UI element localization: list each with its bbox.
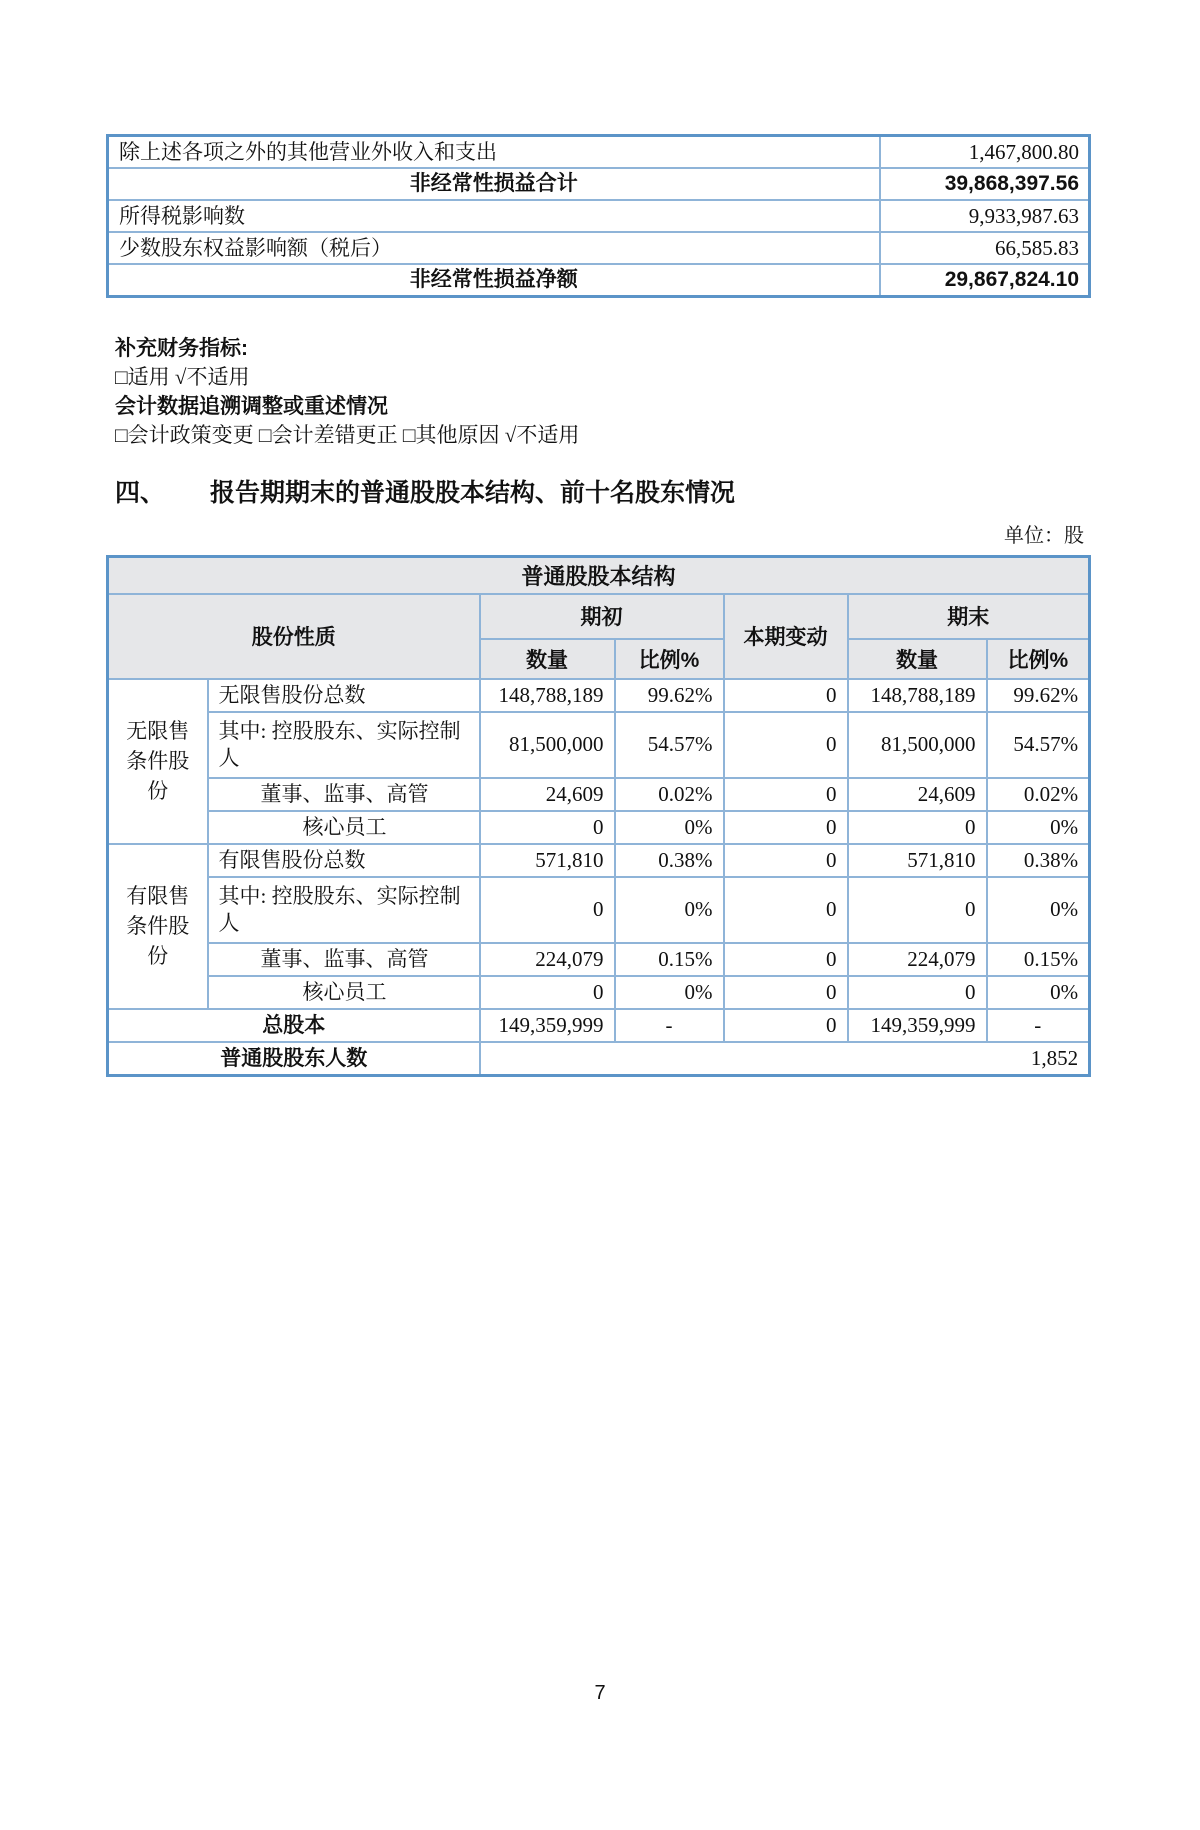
header-period-end: 期末 — [848, 594, 1090, 639]
table-row — [108, 943, 1090, 976]
cell-change: 0 — [724, 679, 848, 712]
row-value: 9,933,987.63 — [880, 200, 1090, 232]
section-number: 四、 — [115, 479, 166, 507]
row-value: 1,467,800.80 — [880, 136, 1090, 169]
cell-category: 其中: 控股股东、实际控制人 — [208, 712, 480, 778]
cell-quantity-end: 148,788,189 — [848, 679, 987, 712]
cell-quantity-begin: 0 — [480, 877, 615, 943]
cell-ratio-end: 99.62% — [987, 679, 1090, 712]
cell-change: 0 — [724, 778, 848, 811]
share-capital-structure-table — [106, 555, 1091, 1077]
cell-quantity-begin: 149,359,999 — [480, 1009, 615, 1042]
table-row — [108, 232, 1090, 264]
table-row — [108, 200, 1090, 232]
cell-category: 董事、监事、高管 — [208, 943, 480, 976]
table-row — [108, 679, 1090, 712]
cell-quantity-begin: 24,609 — [480, 778, 615, 811]
group-label-unrestricted: 无限售条件股份 — [108, 679, 208, 844]
table-row-holders — [108, 1042, 1090, 1076]
cell-ratio-end: 54.57% — [987, 712, 1090, 778]
restatement-title: 会计数据追溯调整或重述情况 — [115, 395, 388, 418]
header-row-groups — [108, 594, 1090, 639]
row-label: 所得税影响数 — [108, 200, 880, 232]
cell-quantity-end: 24,609 — [848, 778, 987, 811]
table-row — [108, 844, 1090, 877]
total-share-capital-label: 总股本 — [108, 1009, 480, 1042]
cell-ratio-end: 0% — [987, 877, 1090, 943]
cell-ratio-begin: 0% — [615, 811, 724, 844]
section-heading — [115, 477, 1088, 510]
cell-ratio-end: 0.02% — [987, 778, 1090, 811]
cell-change: 0 — [724, 844, 848, 877]
cell-quantity-begin: 0 — [480, 811, 615, 844]
cell-quantity-end: 571,810 — [848, 844, 987, 877]
table-row — [108, 136, 1090, 169]
cell-quantity-begin: 0 — [480, 976, 615, 1009]
cell-ratio-begin: 0.02% — [615, 778, 724, 811]
cell-ratio-end: 0% — [987, 976, 1090, 1009]
cell-quantity-end: 81,500,000 — [848, 712, 987, 778]
table-row — [108, 877, 1090, 943]
cell-ratio-begin: - — [615, 1009, 724, 1042]
cell-ratio-begin: 0% — [615, 976, 724, 1009]
nonrecurring-items-table — [106, 134, 1091, 298]
table-row — [108, 811, 1090, 844]
cell-ratio-begin: 0.15% — [615, 943, 724, 976]
cell-category: 其中: 控股股东、实际控制人 — [208, 877, 480, 943]
page-number: 7 — [594, 1682, 606, 1704]
cell-ratio-begin: 0.38% — [615, 844, 724, 877]
row-value: 29,867,824.10 — [880, 264, 1090, 297]
row-label: 少数股东权益影响额（税后） — [108, 232, 880, 264]
cell-ratio-end: 0.38% — [987, 844, 1090, 877]
table-row-total — [108, 1009, 1090, 1042]
cell-change: 0 — [724, 976, 848, 1009]
cell-change: 0 — [724, 811, 848, 844]
cell-change: 0 — [724, 943, 848, 976]
section-title: 报告期期末的普通股股本结构、前十名股东情况 — [210, 479, 736, 507]
cell-quantity-begin: 148,788,189 — [480, 679, 615, 712]
cell-category: 无限售股份总数 — [208, 679, 480, 712]
header-quantity-begin: 数量 — [480, 639, 615, 679]
table-row — [108, 264, 1090, 297]
group-label-restricted: 有限售条件股份 — [108, 844, 208, 1009]
row-value: 39,868,397.56 — [880, 168, 1090, 200]
cell-change: 0 — [724, 712, 848, 778]
header-period-change: 本期变动 — [724, 594, 848, 679]
shareholder-count-label: 普通股股东人数 — [108, 1042, 480, 1076]
header-period-begin: 期初 — [480, 594, 724, 639]
table-title: 普通股股本结构 — [108, 557, 1090, 594]
header-quantity-end: 数量 — [848, 639, 987, 679]
header-ratio-end: 比例% — [987, 639, 1090, 679]
row-label-net-total: 非经常性损益净额 — [108, 264, 880, 297]
applicable-checkbox-line: □适用 √不适用 — [115, 365, 250, 389]
cell-ratio-begin: 54.57% — [615, 712, 724, 778]
cell-ratio-end: - — [987, 1009, 1090, 1042]
cell-category: 核心员工 — [208, 976, 480, 1009]
cell-quantity-begin: 81,500,000 — [480, 712, 615, 778]
cell-quantity-end: 0 — [848, 811, 987, 844]
supplement-title: 补充财务指标: — [115, 337, 248, 360]
table-row — [108, 976, 1090, 1009]
cell-quantity-end: 149,359,999 — [848, 1009, 987, 1042]
cell-category: 董事、监事、高管 — [208, 778, 480, 811]
header-share-nature: 股份性质 — [108, 594, 480, 679]
row-value: 66,585.83 — [880, 232, 1090, 264]
cell-category: 有限售股份总数 — [208, 844, 480, 877]
cell-change: 0 — [724, 1009, 848, 1042]
cell-quantity-end: 0 — [848, 877, 987, 943]
table-row — [108, 168, 1090, 200]
unit-label: 单位：股 — [1004, 525, 1084, 547]
cell-quantity-begin: 571,810 — [480, 844, 615, 877]
cell-quantity-begin: 224,079 — [480, 943, 615, 976]
table-title-row — [108, 557, 1090, 594]
row-label-total: 非经常性损益合计 — [108, 168, 880, 200]
cell-quantity-end: 0 — [848, 976, 987, 1009]
cell-category: 核心员工 — [208, 811, 480, 844]
shareholder-count-value: 1,852 — [480, 1042, 1090, 1076]
cell-ratio-end: 0.15% — [987, 943, 1090, 976]
cell-quantity-end: 224,079 — [848, 943, 987, 976]
cell-ratio-end: 0% — [987, 811, 1090, 844]
cell-change: 0 — [724, 877, 848, 943]
row-label: 除上述各项之外的其他营业外收入和支出 — [108, 136, 880, 169]
table-row — [108, 778, 1090, 811]
header-ratio-begin: 比例% — [615, 639, 724, 679]
cell-ratio-begin: 99.62% — [615, 679, 724, 712]
restatement-checkbox-line: □会计政策变更 □会计差错更正 □其他原因 √不适用 — [115, 423, 580, 447]
report-page-content — [106, 134, 1088, 1077]
cell-ratio-begin: 0% — [615, 877, 724, 943]
supplement-block — [115, 334, 1088, 450]
table-row — [108, 712, 1090, 778]
